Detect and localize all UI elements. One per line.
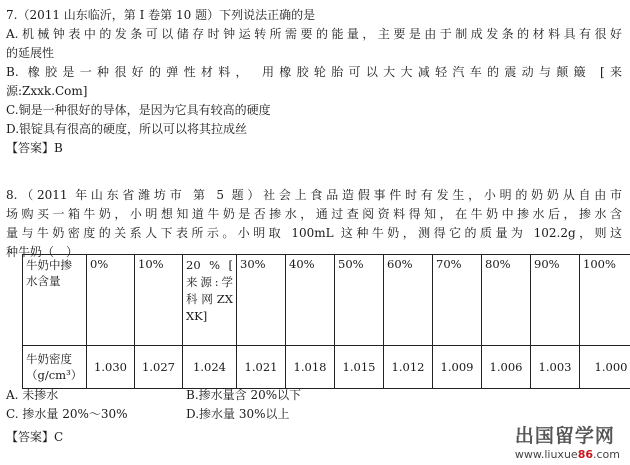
table-cell: 10% [135,255,183,346]
question-8-line3: 量与牛奶密度的关系人下表所示。小明取 100mL 这种牛奶，测得它的质量为 102.2g，则这 [6,226,622,240]
watermark-url: www.liuxue86.com [514,448,620,461]
option-d: D.银锭具有很高的硬度，所以可以将其拉成丝 [6,122,248,136]
table-cell: 1.000 [580,346,630,389]
option-d: D.掺水量 30%以上 [186,407,290,421]
option-c: C. 掺水量 20%～30% [6,407,128,421]
option-a-line2: 的延展性 [6,46,55,60]
table-cell: 0% [87,255,135,346]
table-cell: 1.015 [335,346,384,389]
table-cell: 1.021 [237,346,286,389]
table-cell: 1.006 [482,346,531,389]
watermark [515,421,620,461]
table-cell: 30% [237,255,286,346]
table-cell: 100% [580,255,630,346]
option-a: A. 未掺水 [6,388,59,402]
question-8-answer: 【答案】C [6,430,64,444]
watermark-title: 出国留学网 [514,425,615,447]
table-cell: 1.030 [87,346,135,389]
row-header-water-content: 牛奶中掺水含量 [23,255,87,346]
table-cell: 1.024 [183,346,237,389]
table-cell: 50% [335,255,384,346]
question-7 [6,6,622,158]
question-8-line2: 场购买一箱牛奶，小明想知道牛奶是否掺水，通过查阅资料得知，在牛奶中掺水后，掺水含 [6,207,622,221]
table-cell: 1.027 [135,346,183,389]
table-cell: 90% [531,255,580,346]
option-b-line2: 源:Zxxk.Com] [6,84,88,98]
question-8-line1: 8.（2011 年山东省潍坊市 第 5 题）社会上食品造假事件时有发生，小明的奶奶从自由市 [6,188,622,202]
table-cell: 60% [384,255,433,346]
table-cell: 80% [482,255,531,346]
table-cell: 20 % [ 来源:学科网ZXXK] [183,255,237,346]
option-b-line1: B. 橡胶是一种很好的弹性材料， 用橡胶轮胎可以大大减轻汽车的震动与颠簸 [来 [6,65,622,79]
density-table [22,254,630,389]
question-7-title: 7.（2011 山东临沂，第 I 卷第 10 题）下列说法正确的是 [6,8,316,22]
table-cell: 1.009 [433,346,482,389]
question-8 [6,176,622,262]
question-7-answer: 【答案】B [6,141,63,155]
option-b: B.掺水量含 20%以下 [186,388,302,402]
table-cell: 1.018 [286,346,335,389]
table-cell: 40% [286,255,335,346]
option-c: C.铜是一种很好的导体，是因为它具有较高的硬度 [6,103,271,117]
question-8-options [6,386,301,424]
row-header-density: 牛奶密度（g/cm³） [23,346,87,389]
table-cell: 1.012 [384,346,433,389]
table-cell: 1.003 [531,346,580,389]
table-cell: 70% [433,255,482,346]
option-a-line1: A.机械钟表中的发条可以储存时钟运转所需要的能量，主要是由于制成发条的材料具有很好 [6,27,622,41]
question-8-line4: 种牛奶（ ） [6,245,79,259]
